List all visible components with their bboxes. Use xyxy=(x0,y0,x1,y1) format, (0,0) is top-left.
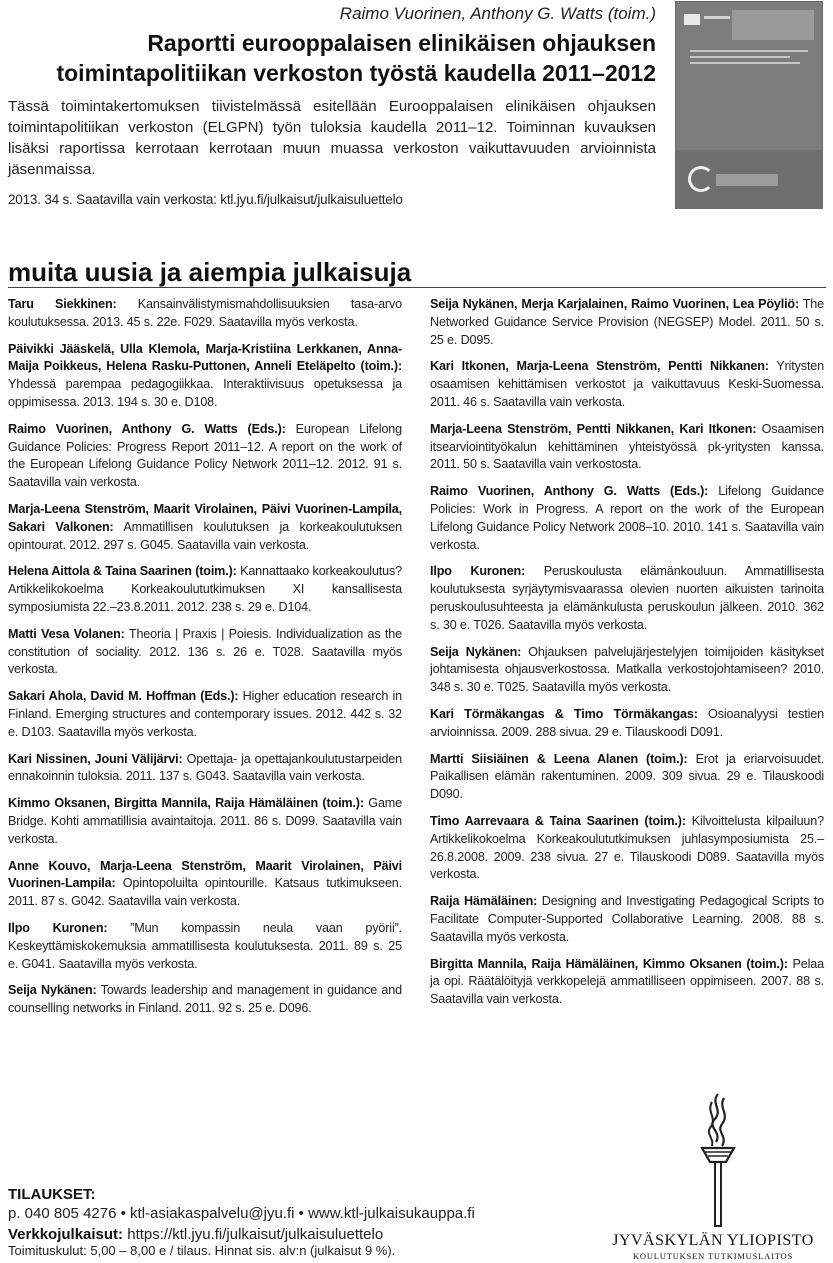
publisher-logo-icon xyxy=(688,166,714,192)
publication-list-right xyxy=(430,296,824,1018)
eu-flag-icon xyxy=(684,14,700,25)
list-item[interactable]: Seija Nykänen, Merja Karjalainen, Raimo Vuorinen, Lea Pöyliö: The Networked Guidance Service Provision (NEGSEP) Model. 2011. 50 s. 25 e. D095. xyxy=(430,297,824,347)
list-item[interactable]: Matti Vesa Volanen: Theoria | Praxis | Poiesis. Individualization as the constitution of sociality. 2012. 136 s. 26 e. T028. Saatavilla myös verkosta. xyxy=(8,626,402,677)
list-item[interactable]: Päivikki Jääskelä, Ulla Klemola, Marja-Kristiina Lerkkanen, Anna-Maija Poikkeus, Helena Rasku-Puttonen, Anneli Eteläpelto (toim.): Yhdessä parempaa pedagogiikkaa. Interaktiivisuus opetuksessa ja oppimisessa. 2013. 194 s. 30 e. D108. xyxy=(8,341,402,409)
orders-info xyxy=(8,1186,648,1245)
list-item[interactable]: Helena Aittola & Taina Saarinen (toim.): Kannattaako korkeakoulutus? Artikkelikokoelma Korkeakoulututkimuksen XI kansallisesta symposiumista 22.–23.8.2011. 2012. 238 s. 29 e. D104. xyxy=(8,564,403,614)
list-item[interactable]: Raimo Vuorinen, Anthony G. Watts (Eds.): European Lifelong Guidance Policies: Progress Report 2011–12. A report on the work of the European Lifelong Guidance Policy Network 2011–12. 2012. 91 s. Saatavilla vain verkosta. xyxy=(8,421,402,490)
list-item[interactable]: Taru Siekkinen: Kansainvälistymismahdollisuuksien tasa-arvo koulutuksessa. 2013. 45 s. 22e. F029. Saatavilla myös verkosta. xyxy=(8,297,402,329)
featured-title[interactable] xyxy=(8,28,656,88)
featured-authors: Raimo Vuorinen, Anthony G. Watts (toim.) xyxy=(339,4,656,23)
list-item[interactable]: Kimmo Oksanen, Birgitta Mannila, Raija Hämäläinen (toim.): Game Bridge. Kohti ammatillisia avaintaitoja. 2011. 86 s. D099. Saatavilla vain verkosta. xyxy=(8,796,403,846)
featured-description: Tässä toimintakertomuksen tiivistelmässä esitellään Eurooppalaisen elinikäisen ohjauksen toimintapolitiikan verkoston (ELGPN) työn tuloksia kaudella 2011–12. Toiminnan kuvauksen lisäksi raportissa kerrotaan kerrotaan muun muassa verkoston vaikuttavuuden arvioinnista jäsenmaissa. xyxy=(8,98,656,178)
list-item[interactable]: Timo Aarrevaara & Taina Saarinen (toim.): Kilvoittelusta kilpailuun? Artikkelikokoelma Korkeakoulututkimuksen juhlasymposiumista 25.–26.8.2008. 2009. 238 sivua. 27 e. Tilauskoodi D089. Saatavilla myös verkosta. xyxy=(430,813,824,882)
list-item[interactable]: Martti Siisiäinen & Leena Alanen (toim.): Erot ja eriarvoisuudet. Paikallisen elämän rakentuminen. 2009. 309 sivua. 29 e. Tilauskoodi D090. xyxy=(430,751,824,802)
orders-heading: TILAUKSET: xyxy=(8,1186,96,1203)
list-item[interactable]: Kari Itkonen, Marja-Leena Stenström, Pentti Nikkanen: Yritysten osaamisen kehittämisen verkostot ja vaikuttavuus Keski-Suomessa. 2011. 46 s. Saatavilla vain verkosta. xyxy=(430,359,825,409)
list-item[interactable]: Anne Kouvo, Marja-Leena Stenström, Maarit Virolainen, Päivi Vuorinen-Lampila: Opintopoluilta opintourille. Katsaus tutkimukseen. 2011. 87 s. G042. Saatavilla vain verkosta. xyxy=(8,858,402,909)
torch-icon xyxy=(696,1090,740,1230)
list-item[interactable]: Kari Törmäkangas & Timo Törmäkangas: Osioanalyysi testien arvioinnissa. 2009. 288 sivua. 29 e. Tilauskoodi D091. xyxy=(430,706,824,739)
online-publications-link[interactable]: Verkkojulkaisut: https://ktl.jyu.fi/julkaisut/julkaisuluettelo xyxy=(8,1226,384,1243)
delivery-fees: Toimituskulut: 5,00 – 8,00 e / tilaus. Hinnat sis. alv:n (julkaisut 9 %). xyxy=(8,1243,396,1258)
university-unit: KOULUTUKSEN TUTKIMUSLAITOS xyxy=(632,1251,794,1261)
list-item[interactable]: Ilpo Kuronen: Peruskoulusta elämänkouluun. Ammatillisesta koulutuksesta syrjäytymisvaarassa olevien nuorten aikuisten tarinoita peruskoulusuhteesta ja elämänkulusta peruskoulun jälkeen. 2010. 362 s. 30 e. T026. Saatavilla myös verkosta. xyxy=(430,564,824,632)
orders-contact[interactable]: p. 040 805 4276 • ktl-asiakaspalvelu@jyu.fi • www.ktl-julkaisukauppa.fi xyxy=(8,1205,475,1222)
report-cover-image[interactable] xyxy=(676,2,822,208)
publication-list-left xyxy=(8,296,402,1027)
featured-title-line1: Raportti eurooppalaisen elinikäisen ohjauksen xyxy=(147,30,656,56)
list-item[interactable]: Raija Hämäläinen: Designing and Investigating Pedagogical Scripts to Facilitate Computer-Supported Collaborative Learning. 2008. 88 s. Saatavilla myös verkosta. xyxy=(430,894,825,944)
list-item[interactable]: Ilpo Kuronen: ”Mun kompassin neula vaan pyörii”. Keskeyttämiskokemuksia ammatillisesta koulutuksesta. 2011. 89 s. 25 e. G041. Saatavilla myös verkosta. xyxy=(8,920,402,971)
section-heading: muita uusia ja aiempia julkaisuja xyxy=(8,257,826,288)
featured-publication xyxy=(8,0,656,207)
list-item[interactable]: Seija Nykänen: Towards leadership and management in guidance and counselling networks in Finland. 2011. 92 s. 25 e. D096. xyxy=(8,983,402,1016)
list-item[interactable]: Seija Nykänen: Ohjauksen palvelujärjestelyjen toimijoiden käsitykset johtamisesta ohjausverkostossa. Matkalla verkostojohtamiseen? 2010. 348 s. 30 e. T025. Saatavilla myös verkosta. xyxy=(430,644,824,695)
featured-meta: 2013. 34 s. Saatavilla vain verkosta: ktl.jyu.fi/julkaisut/julkaisuluettelo xyxy=(8,192,403,207)
list-item[interactable]: Marja-Leena Stenström, Maarit Virolainen, Päivi Vuorinen-Lampila, Sakari Valkonen: Ammatillisen koulutuksen ja korkeakoulutuksen opintourat. 2012. 297 s. G045. Saatavilla vain verkosta. xyxy=(8,501,402,552)
list-item[interactable]: Raimo Vuorinen, Anthony G. Watts (Eds.): Lifelong Guidance Policies: Work in Progress. A report on the work of the European Lifelong Guidance Policy Network 2008–10. 2010. 141 s. Saatavilla vain verkosta. xyxy=(430,484,824,552)
list-item[interactable]: Kari Nissinen, Jouni Välijärvi: Opettaja- ja opettajankoulutustarpeiden ennakoinnin tuloksia. 2011. 137 s. G043. Saatavilla vain verkosta. xyxy=(8,751,403,784)
featured-title-line2: toimintapolitiikan verkoston työstä kaudella 2011–2012 xyxy=(56,60,656,86)
list-item[interactable]: Sakari Ahola, David M. Hoffman (Eds.): Higher education research in Finland. Emerging structures and contemporary issues. 2012. 442 s. 32 e. D103. Saatavilla myös verkosta. xyxy=(8,689,402,739)
university-logo xyxy=(600,1090,826,1260)
list-item[interactable]: Birgitta Mannila, Raija Hämäläinen, Kimmo Oksanen (toim.): Pelaa ja opi. Räätälöityjä verkkopelejä ammatilliseen oppimiseen. 2007. 88 s. Saatavilla vain verkosta. xyxy=(430,956,824,1007)
university-name: JYVÄSKYLÄN YLIOPISTO xyxy=(612,1232,814,1249)
list-item[interactable]: Marja-Leena Stenström, Pentti Nikkanen, Kari Itkonen: Osaamisen itsearviointityökalun kehittäminen yhteistyössä pk-yritysten kanssa. 2011. 50 s. Saatavilla vain verkostosta. xyxy=(430,421,824,472)
